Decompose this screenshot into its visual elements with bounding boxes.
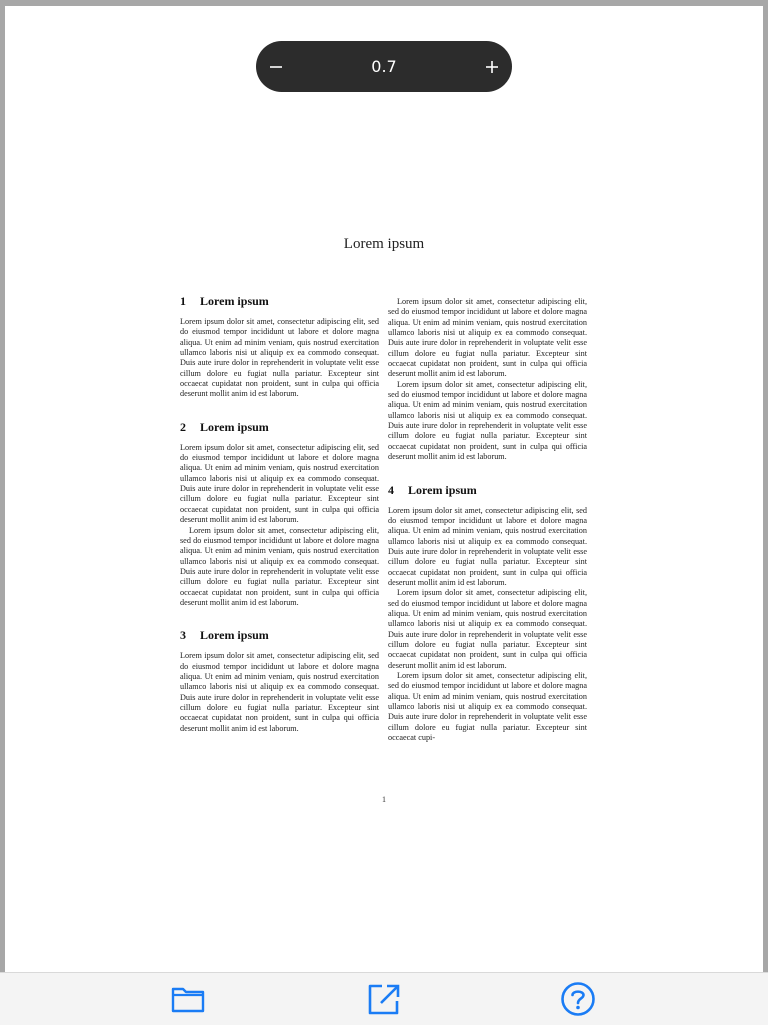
paragraph: Lorem ipsum dolor sit amet, consectetur adipiscing elit, sed do eiusmod tempor incididunt ut labore et dolore magna aliqua. Ut enim ad minim veniam, quis nostrud exercitation ullamco laboris nisi ut aliquip ex ea commodo consequat. Duis aute irure dolor in reprehenderit in voluptate velit esse cillum dolore eu fugiat nulla pariatur. Excepteur sint occaecat cupidatat non proident, sunt in culpa qui officia deserunt mollit anim id est laborum.	[388, 297, 587, 379]
document-page	[5, 6, 763, 972]
folder-icon	[170, 984, 206, 1014]
section-4	[388, 483, 587, 744]
share-button[interactable]	[365, 981, 401, 1017]
help-icon	[560, 981, 596, 1017]
page-number: 1	[382, 795, 386, 804]
left-column	[180, 294, 379, 754]
paragraph: Lorem ipsum dolor sit amet, consectetur adipiscing elit, sed do eiusmod tempor incididunt ut labore et dolore magna aliqua. Ut enim ad minim veniam, quis nostrud exercitation ullamco laboris nisi ut aliquip ex ea commodo consequat. Duis aute irure dolor in reprehenderit in voluptate velit esse cillum dolore eu fugiat nulla pariatur. Excepteur sint occaecat cupidatat non proident, sunt in culpa qui officia deserunt mollit anim id est laborum.	[180, 651, 379, 733]
paragraph: Lorem ipsum dolor sit amet, consectetur adipiscing elit, sed do eiusmod tempor incididunt ut labore et dolore magna aliqua. Ut enim ad minim veniam, quis nostrud exercitation ullamco laboris nisi ut aliquip ex ea commodo consequat. Duis aute irure dolor in reprehenderit in voluptate velit esse cillum dolore eu fugiat nulla pariatur. Excepteur sint occaecat cupidatat non proident, sunt in culpa qui officia deserunt mollit anim id est laborum.	[180, 525, 379, 607]
right-column	[388, 297, 587, 763]
section-title: Lorem ipsum	[200, 294, 269, 308]
paragraph: Lorem ipsum dolor sit amet, consectetur adipiscing elit, sed do eiusmod tempor incididunt ut labore et dolore magna aliqua. Ut enim ad minim veniam, quis nostrud exercitation ullamco laboris nisi ut aliquip ex ea commodo consequat. Duis aute irure dolor in reprehenderit in voluptate velit esse cillum dolore eu fugiat nulla pariatur. Excepteur sint occaecat cupidatat non proident, sunt in culpa qui officia deserunt mollit anim id est laborum.	[388, 379, 587, 462]
section-3	[180, 628, 379, 734]
zoom-control	[256, 41, 512, 92]
paragraph: Lorem ipsum dolor sit amet, consectetur adipiscing elit, sed do eiusmod tempor incididunt ut labore et dolore magna aliqua. Ut enim ad minim veniam, quis nostrud exercitation ullamco laboris nisi ut aliquip ex ea commodo consequat. Duis aute irure dolor in reprehenderit in voluptate velit esse cillum dolore eu fugiat nulla pariatur. Excepteur sint occaecat cupidatat non proident, sunt in culpa qui officia deserunt mollit anim id est laborum.	[180, 442, 379, 525]
help-button[interactable]	[560, 981, 596, 1017]
zoom-in-button[interactable]	[472, 41, 512, 92]
section-1	[180, 294, 379, 400]
paragraph: Lorem ipsum dolor sit amet, consectetur adipiscing elit, sed do eiusmod tempor incididunt ut labore et dolore magna aliqua. Ut enim ad minim veniam, quis nostrud exercitation ullamco laboris nisi ut aliquip ex ea commodo consequat. Duis aute irure dolor in reprehenderit in voluptate velit esse cillum dolore eu fugiat nulla pariatur. Excepteur sint occaecat cupidatat non proident, sunt in culpa qui officia deserunt mollit anim id est laborum.	[388, 505, 587, 587]
zoom-out-button[interactable]	[256, 41, 296, 92]
plus-icon	[485, 60, 499, 74]
paragraph: Lorem ipsum dolor sit amet, consectetur adipiscing elit, sed do eiusmod tempor incididunt ut labore et dolore magna aliqua. Ut enim ad minim veniam, quis nostrud exercitation ullamco laboris nisi ut aliquip ex ea commodo consequat. Duis aute irure dolor in reprehenderit in voluptate velit esse cillum dolore eu fugiat nulla pariatur. Excepteur sint occaecat cupi-	[388, 671, 587, 743]
share-icon	[365, 982, 401, 1016]
zoom-value: 0.7	[371, 57, 397, 76]
section-title: Lorem ipsum	[200, 628, 269, 643]
section-heading	[180, 420, 379, 434]
section-2	[180, 420, 379, 609]
section-number: 3	[180, 628, 186, 643]
document-title: Lorem ipsum	[343, 236, 425, 252]
minus-icon	[269, 60, 283, 74]
section-number: 1	[180, 294, 186, 308]
section-number: 2	[180, 419, 186, 434]
paragraph: Lorem ipsum dolor sit amet, consectetur adipiscing elit, sed do eiusmod tempor incididunt ut labore et dolore magna aliqua. Ut enim ad minim veniam, quis nostrud exercitation ullamco laboris nisi ut aliquip ex ea commodo consequat. Duis aute irure dolor in reprehenderit in voluptate velit esse cillum dolore eu fugiat nulla pariatur. Excepteur sint occaecat cupidatat non proident, sunt in culpa qui officia deserunt mollit anim id est laborum.	[180, 317, 379, 399]
bottom-toolbar	[0, 972, 768, 1025]
open-file-button[interactable]	[170, 981, 206, 1017]
section-title: Lorem ipsum	[408, 482, 477, 497]
section-heading	[388, 483, 587, 497]
section-title: Lorem ipsum	[200, 419, 269, 434]
paragraph: Lorem ipsum dolor sit amet, consectetur adipiscing elit, sed do eiusmod tempor incididunt ut labore et dolore magna aliqua. Ut enim ad minim veniam, quis nostrud exercitation ullamco laboris nisi ut aliquip ex ea commodo consequat. Duis aute irure dolor in reprehenderit in voluptate velit esse cillum dolore eu fugiat nulla pariatur. Excepteur sint occaecat cupidatat non proident, sunt in culpa qui officia deserunt mollit anim id est laborum.	[388, 588, 587, 670]
section-number: 4	[388, 482, 394, 497]
section-heading	[180, 628, 379, 642]
section-heading	[180, 294, 379, 308]
